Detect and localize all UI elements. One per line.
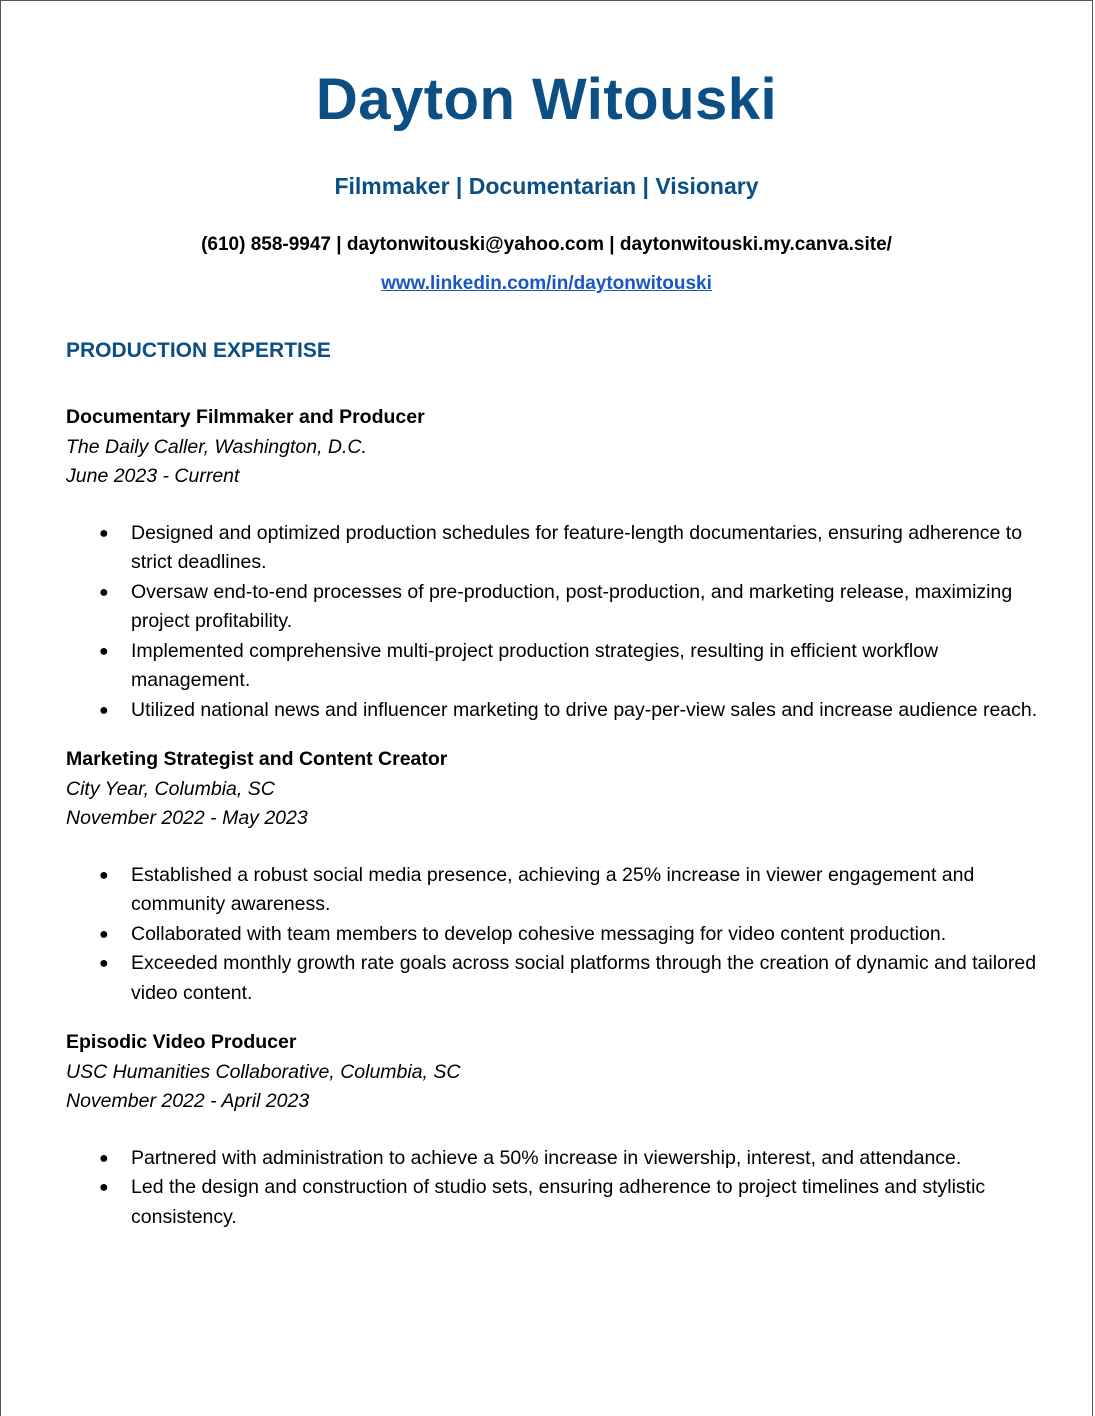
job-dates: June 2023 - Current xyxy=(66,465,240,487)
job-title: Marketing Strategist and Content Creator xyxy=(66,748,448,770)
resume-name: Dayton Witouski xyxy=(315,67,778,132)
contact-line: (610) 858-9947 | daytonwitouski@yahoo.com | daytonwitouski.my.canva.site/ xyxy=(201,234,892,255)
linkedin-link[interactable]: www.linkedin.com/in/daytonwitouski xyxy=(381,273,712,294)
bullet-item xyxy=(66,578,1041,637)
bullet-text: Established a robust social media presence, achieving a 25% increase in viewer engagement and community awareness. xyxy=(131,863,975,915)
bullet-dot-icon: ● xyxy=(99,642,109,660)
job-bullet-list xyxy=(66,519,1041,726)
bullet-dot-icon: ● xyxy=(99,1149,109,1167)
bullet-item xyxy=(66,1144,1041,1174)
bullet-dot-icon: ● xyxy=(99,524,109,542)
bullet-dot-icon: ● xyxy=(99,955,109,972)
bullet-dot-icon: ● xyxy=(99,701,109,719)
resume-tagline: Filmmaker | Documentarian | Visionary xyxy=(334,173,759,199)
job-title: Episodic Video Producer xyxy=(66,1031,297,1053)
job-bullet-list xyxy=(66,1144,1041,1233)
bullet-dot-icon: ● xyxy=(99,925,109,943)
linkedin-line xyxy=(1,271,1092,297)
bullet-item xyxy=(66,637,1041,696)
bullet-item xyxy=(66,949,1041,1008)
bullet-text: Exceeded monthly growth rate goals across social platforms through the creation of dynamic and tailored video content. xyxy=(131,952,1037,1004)
job-organization: USC Humanities Collaborative, Columbia, SC xyxy=(66,1060,461,1083)
job-organization: City Year, Columbia, SC xyxy=(66,777,275,800)
job-organization: The Daily Caller, Washington, D.C. xyxy=(66,435,367,458)
job-entry xyxy=(66,1028,1041,1232)
bullet-text: Implemented comprehensive multi-project production strategies, resulting in efficient workflow management. xyxy=(131,639,939,691)
job-dates: November 2022 - April 2023 xyxy=(66,1090,310,1112)
bullet-dot-icon: ● xyxy=(99,866,109,884)
resume-content xyxy=(66,337,1041,1252)
bullet-item xyxy=(66,1173,1041,1232)
bullet-item xyxy=(66,920,1041,950)
job-dates: November 2022 - May 2023 xyxy=(66,807,308,829)
job-title: Documentary Filmmaker and Producer xyxy=(66,406,425,428)
bullet-text: Designed and optimized production schedules for feature-length documentaries, ensuring adherence to strict deadlines. xyxy=(131,521,1023,573)
job-entry xyxy=(66,745,1041,1008)
bullet-dot-icon: ● xyxy=(99,583,109,601)
bullet-text: Collaborated with team members to develop cohesive messaging for video content production. xyxy=(131,922,947,945)
section-title: PRODUCTION EXPERTISE xyxy=(66,339,331,362)
bullet-text: Led the design and construction of studio sets, ensuring adherence to project timelines and stylistic consistency. xyxy=(131,1176,986,1228)
job-bullet-list xyxy=(66,861,1041,1009)
bullet-text: Utilized national news and influencer marketing to drive pay-per-view sales and increase audience reach. xyxy=(131,698,1038,721)
bullet-text: Partnered with administration to achieve a 50% increase in viewership, interest, and attendance. xyxy=(131,1146,962,1169)
job-entry xyxy=(66,403,1041,725)
bullet-item xyxy=(66,861,1041,920)
bullet-item xyxy=(66,696,1041,726)
bullet-dot-icon: ● xyxy=(99,1179,109,1196)
bullet-text: Oversaw end-to-end processes of pre-production, post-production, and marketing release, maximizing project profitability. xyxy=(131,580,1013,632)
bullet-item xyxy=(66,519,1041,578)
